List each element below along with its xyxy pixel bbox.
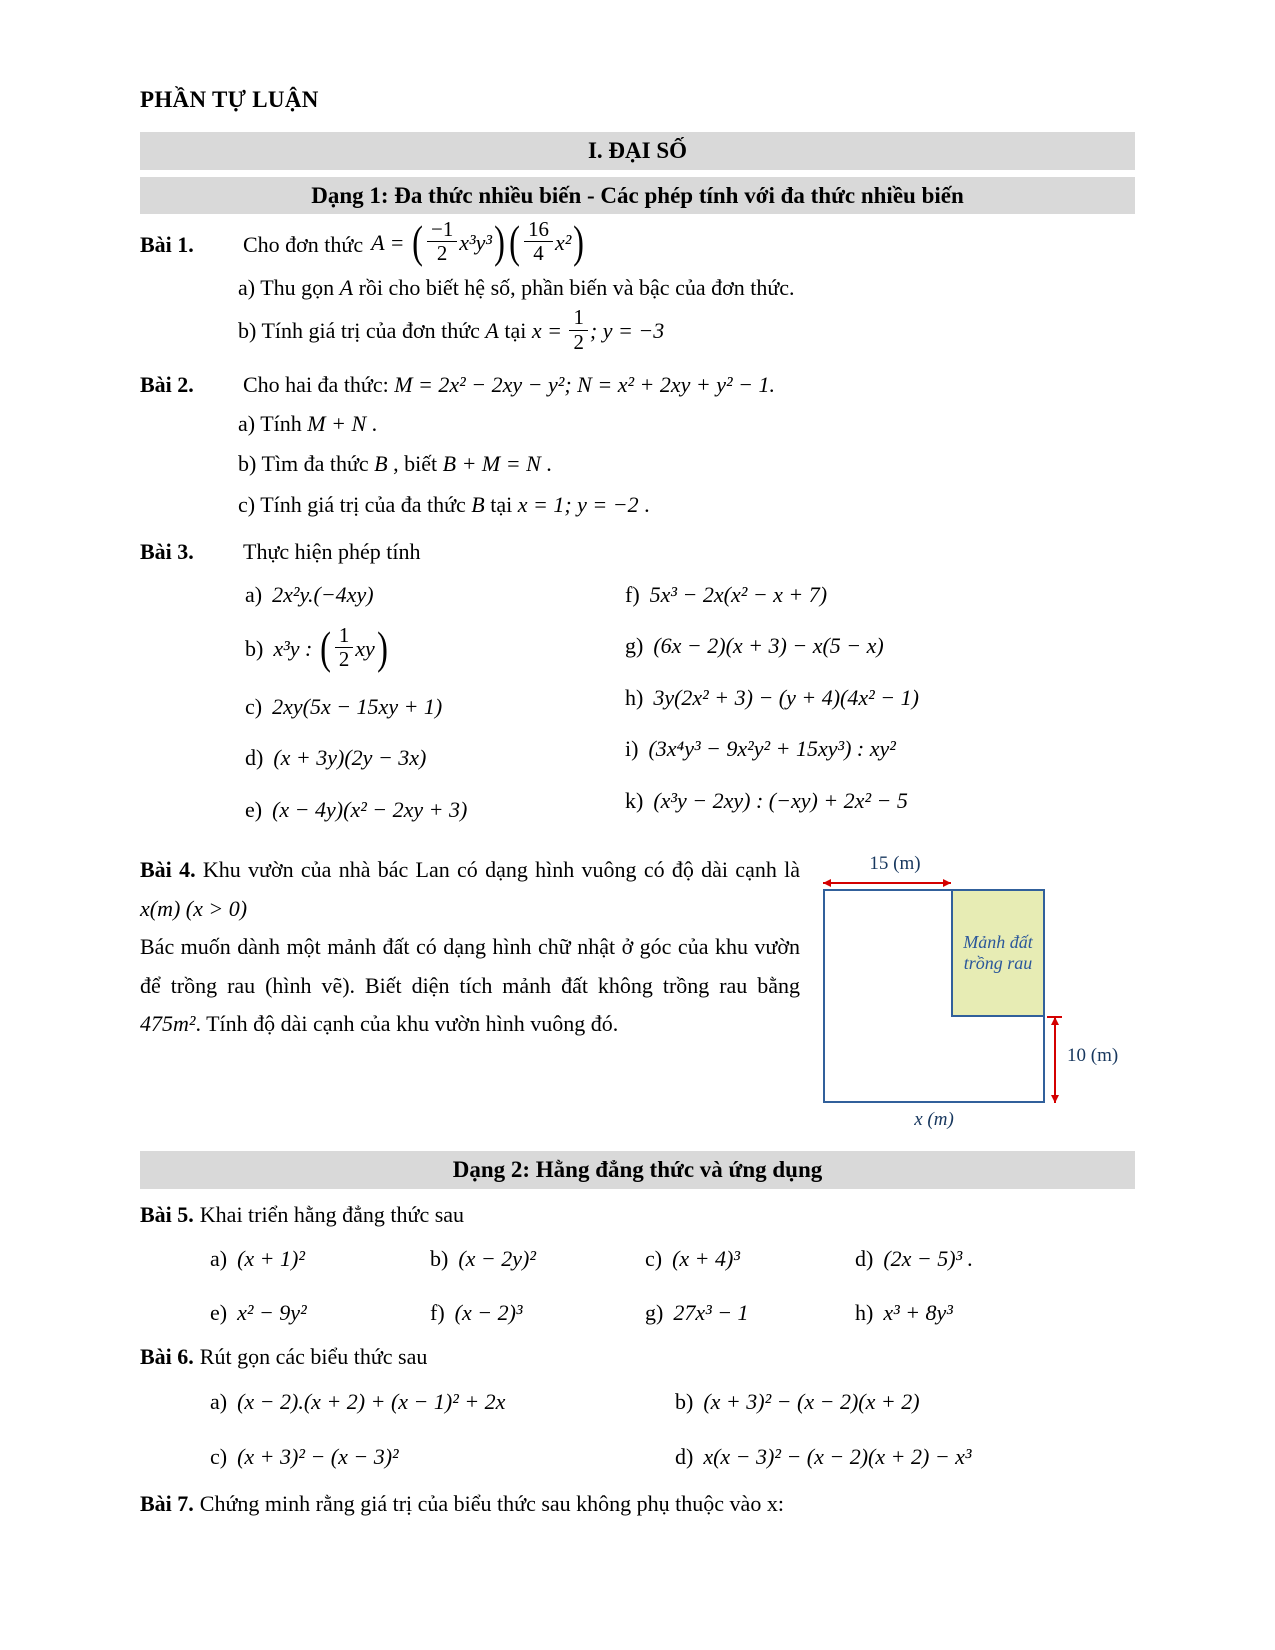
item-label: g): [645, 1299, 664, 1325]
width-arrow: [823, 882, 951, 884]
garden-side-label: x (m): [914, 1109, 954, 1131]
exercise-3-left-column: [245, 576, 625, 843]
math-expression: M = 2x² − 2xy − y²; N = x² + 2xy + y² − 1.: [394, 372, 775, 398]
math-expression: 2xy(5x − 15xy + 1): [272, 693, 443, 719]
math-expression: (x + 4)³: [672, 1246, 740, 1272]
item-label: h): [855, 1299, 874, 1325]
item-label: b): [675, 1388, 694, 1414]
formula-term: x³y³: [459, 229, 492, 255]
item-label: k): [625, 787, 644, 813]
exercise-2-item-c: c) Tính giá trị của đa thức B tại x = 1; y = −2 .: [238, 491, 650, 517]
fraction: $\frac{1}{2}$: [569, 306, 587, 354]
math-expression: B: [374, 451, 388, 477]
fraction: $\frac{16}{4}$: [524, 218, 553, 266]
exercise-1-label: Bài 1.: [140, 231, 194, 257]
math-var: A: [485, 318, 499, 344]
bai6-item-b: [675, 1383, 1135, 1422]
exercise-2-item-a: a) Tính M + N .: [238, 410, 378, 436]
exercise-7-intro: Chứng minh rằng giá trị của biểu thức sau không phụ thuộc vào x:: [199, 1490, 784, 1516]
math-expression: (2x − 5)³ .: [883, 1246, 974, 1272]
bai3-item-h: [625, 679, 1135, 718]
exercise-2-intro: Cho hai đa thức: M = 2x² − 2xy − y²; N = x² + 2xy + y² − 1.: [243, 372, 775, 398]
open-paren: (: [509, 216, 520, 267]
dang2-banner: Dạng 2: Hằng đẳng thức và ứng dụng: [140, 1151, 1135, 1188]
item-label: i): [625, 736, 639, 762]
math-var: A: [339, 274, 354, 300]
page-title: PHẦN TỰ LUẬN: [140, 87, 319, 112]
exercise-1: [140, 216, 1135, 357]
math-expression: (x − 2y)²: [458, 1246, 536, 1272]
item-label: a): [238, 410, 256, 436]
bai5-item-b: [430, 1240, 645, 1279]
exercise-3-intro: Thực hiện phép tính: [243, 539, 421, 565]
fraction: $\frac{1}{2}$: [335, 624, 353, 672]
exercise-4: [140, 851, 1135, 1147]
bai3-item-c: [245, 688, 625, 727]
math-expression: (x + 3y)(2y − 3x): [273, 745, 427, 771]
item-label: e): [210, 1299, 228, 1325]
bai3-item-b: b) x³y : ( $\frac{1}{2}$ xy): [245, 622, 388, 673]
fraction: $\frac{-1}{2}$: [427, 218, 457, 266]
math-expression: (x³y − 2xy) : (−xy) + 2x² − 5: [653, 787, 908, 813]
math-expression: 475m²: [140, 1011, 196, 1037]
exercise-2-item-b: b) Tìm đa thức B , biết B + M = N .: [238, 451, 552, 477]
bai5-item-f: [430, 1294, 645, 1333]
item-label: g): [625, 633, 644, 659]
exercise-5: [140, 1196, 1135, 1333]
bai5-item-e: [210, 1294, 430, 1333]
item-label: h): [625, 684, 644, 710]
math-expression: B: [471, 491, 485, 517]
garden-height-label: 10 (m): [1067, 1045, 1119, 1067]
item-label: e): [245, 796, 263, 822]
close-paren: ): [494, 216, 505, 267]
exercise-1-intro: Cho đơn thức: [243, 231, 364, 257]
item-label: f): [625, 581, 640, 607]
item-label: b): [238, 451, 257, 477]
item-label: d): [675, 1444, 694, 1470]
exercise-5-grid: [210, 1240, 1135, 1332]
bai5-item-h: [855, 1294, 1135, 1333]
exercise-4-text: Bài 4. Khu vườn của nhà bác Lan có dạng hình vuông có độ dài cạnh là x(m) (x > 0) Bác muốn dành một mảnh đất có dạng hình chữ nhật ở góc của khu vườn để trồng rau (hình vẽ). Biết diện tích mảnh đất không trồng rau bằng 475m². Tính độ dài cạnh của khu vườn hình vuông đó.: [140, 857, 801, 1037]
math-expression: (3x⁴y³ − 9x²y² + 15xy³) : xy²: [648, 736, 896, 762]
exercise-4-label: Bài 4.: [140, 857, 196, 883]
bai3-item-d: [245, 739, 625, 778]
exercise-1-formula: [371, 216, 586, 269]
bai3-item-a: [245, 576, 625, 615]
item-label: b): [430, 1246, 449, 1272]
math-expression: (x + 1)²: [237, 1246, 305, 1272]
exercise-6-grid: [210, 1383, 1135, 1477]
item-label: c): [645, 1246, 663, 1272]
exercise-3-label: Bài 3.: [140, 539, 194, 565]
dang1-banner: Dạng 1: Đa thức nhiều biến - Các phép tính với đa thức nhiều biến: [140, 177, 1135, 214]
item-label: c): [245, 693, 263, 719]
exercise-7: [140, 1485, 1135, 1524]
item-label: c): [210, 1444, 228, 1470]
bai5-item-g: [645, 1294, 855, 1333]
item-label: f): [430, 1299, 445, 1325]
close-paren: ): [573, 216, 585, 267]
item-label: a): [238, 274, 256, 300]
formula-term: x²: [554, 229, 572, 255]
garden-figure: [815, 855, 1135, 1147]
item-label: a): [210, 1388, 228, 1414]
math-expression: (x + 3)² − (x − 3)²: [237, 1444, 399, 1470]
math-expression: 27x³ − 1: [673, 1299, 749, 1325]
bai3-item-k: [625, 782, 1135, 821]
open-paren: (: [319, 622, 331, 673]
math-expression: x² − 9y²: [237, 1299, 307, 1325]
item-label: b): [245, 636, 264, 662]
height-arrow: [1054, 1017, 1056, 1103]
exercise-5-label: Bài 5.: [140, 1201, 194, 1227]
exercise-7-label: Bài 7.: [140, 1490, 194, 1516]
exercise-3: [140, 533, 1135, 842]
math-expression: (x + 3)² − (x − 2)(x + 2): [703, 1388, 920, 1414]
exercise-5-intro: Khai triển hằng đẳng thức sau: [199, 1201, 465, 1227]
exercise-1-item-a: a) Thu gọn A rồi cho biết hệ số, phần biến và bậc của đơn thức.: [238, 274, 795, 300]
item-label: a): [245, 581, 263, 607]
math-expression: (6x − 2)(x + 3) − x(5 − x): [653, 633, 884, 659]
exercise-3-right-column: [625, 576, 1135, 843]
math-expression: 2x²y.(−4xy): [272, 581, 374, 607]
bai3-item-f: [625, 576, 1135, 615]
exercise-2-label: Bài 2.: [140, 372, 194, 398]
math-expression: x³ + 8y³: [883, 1299, 953, 1325]
math-expression: 3y(2x² + 3) − (y + 4)(4x² − 1): [653, 684, 919, 710]
math-expression: x³y :: [273, 636, 313, 662]
math-expression: M + N: [307, 410, 367, 436]
exercise-2: [140, 366, 1135, 524]
math-expression: (x − 4y)(x² − 2xy + 3): [272, 796, 468, 822]
exercise-6: [140, 1338, 1135, 1477]
bai5-item-d: [855, 1240, 1135, 1279]
exercise-3-columns: [245, 576, 1135, 843]
garden-square: [823, 889, 1045, 1103]
bai3-item-i: [625, 730, 1135, 769]
bai5-item-c: [645, 1240, 855, 1279]
bai6-item-c: [210, 1438, 675, 1477]
exercise-6-intro: Rút gọn các biểu thức sau: [199, 1344, 428, 1370]
math-expression: (x − 2).(x + 2) + (x − 1)² + 2x: [237, 1388, 506, 1414]
formula-lhs: A =: [371, 229, 405, 255]
math-expression: x(x − 3)² − (x − 2)(x + 2) − x³: [703, 1444, 972, 1470]
math-expression: (x − 2)³: [454, 1299, 523, 1325]
exercise-1-item-b: b) Tính giá trị của đơn thức A tại x = $\frac{1}{2}$ ; y = −3: [238, 305, 665, 354]
item-label: b): [238, 318, 257, 344]
bai6-item-a: [210, 1383, 675, 1422]
garden-width-label: 15 (m): [869, 853, 921, 875]
exercise-6-label: Bài 6.: [140, 1344, 194, 1370]
bai3-item-g: [625, 627, 1135, 666]
vegetable-plot: Mảnh đất trồng rau: [951, 889, 1045, 1017]
item-label: d): [855, 1246, 874, 1272]
bai5-item-a: [210, 1240, 430, 1279]
bai3-item-e: [245, 791, 625, 830]
open-paren: (: [412, 216, 423, 267]
math-expression: 5x³ − 2x(x² − x + 7): [649, 581, 828, 607]
item-label: d): [245, 745, 264, 771]
item-label: c): [238, 491, 256, 517]
math-expression: x(m) (x > 0): [140, 895, 248, 921]
close-paren: ): [376, 622, 388, 673]
bai6-item-d: [675, 1438, 1135, 1477]
section-banner: I. ĐẠI SỐ: [140, 132, 1135, 169]
item-label: a): [210, 1246, 228, 1272]
